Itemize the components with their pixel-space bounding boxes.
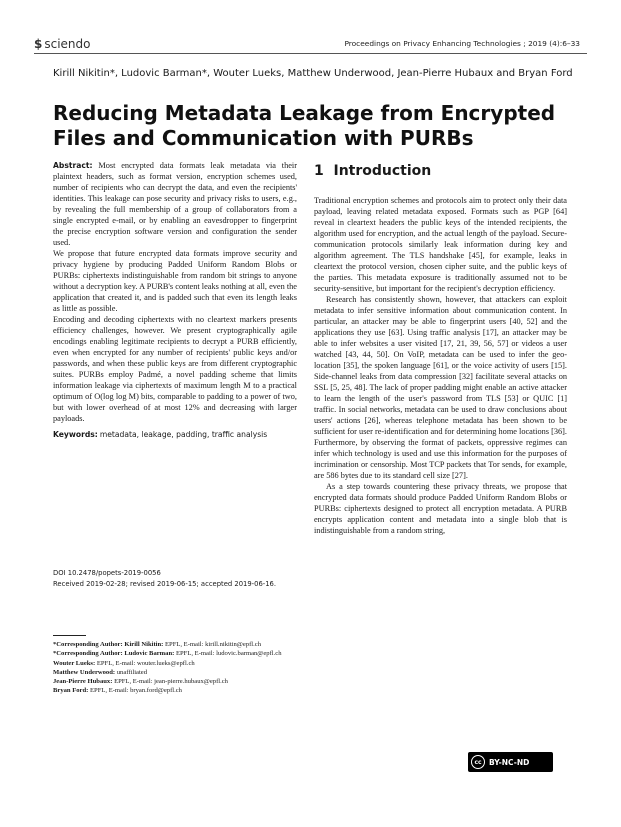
footnote-entry: Matthew Underwood: unaffiliated <box>53 668 148 676</box>
abstract-label: Abstract: <box>53 161 93 170</box>
footnote-entry: *Corresponding Author: Kirill Nikitin: EPFL, E-mail: kirill.nikitin@epfl.ch <box>53 641 261 648</box>
keywords-value: metadata, leakage, padding, traffic analysis <box>99 430 268 439</box>
license-badge[interactable] <box>468 752 553 772</box>
abstract-paragraph: We propose that future encrypted data formats improve security and privacy hygiene by producing Padded Uniform Random Blobs or PURBs: ciphertexts indistinguishable from random bit strings to anyone without a decryption key. A PURB's content leaks nothing at all, even the application that created it, and is padded such that even its length leaks as little as possible. <box>53 249 297 313</box>
venue-header: Proceedings on Privacy Enhancing Technologies ; 2019 (4):6–33 <box>344 39 580 48</box>
introduction-body <box>314 195 567 536</box>
footnote-entry: *Corresponding Author: Ludovic Barman: EPFL, E-mail: ludovic.barman@epfl.ch <box>53 650 282 658</box>
body-paragraph: Traditional encryption schemes and protocols aim to protect only their data payload, leaving related metadata exposed. Formats such as PGP [64] reveal in cleartext headers the public keys of the intended recipients, the algorithm used for encryption, and the actual length of the payload. Secure-communication protocols similarly leak information during key and algorithm agreement. The TLS handshake [45], for example, leaks in cleartext the protocol version, chosen cipher suite, and the public keys of the parties. This metadata exposure is traditionally assumed not to be security-sensitive, but important for the recipient's decryption efficiency. <box>314 196 567 293</box>
logo-mark-icon: $ <box>34 37 43 51</box>
author-footnotes <box>53 640 299 696</box>
keywords <box>53 429 297 440</box>
footnote-entry: Wouter Lueks: EPFL, E-mail: wouter.lueks@epfl.ch <box>53 659 195 667</box>
license-text: BY-NC-ND <box>489 757 530 767</box>
section-heading <box>314 163 431 179</box>
body-paragraph: As a step towards countering these privacy threats, we propose that encrypted data formats should produce Padded Uniform Random Blobs or PURBs: ciphertexts designed to protect all encryption metadata. A PURB encrypts application content and metadata into a single blob that is indistinguishable from a random string, <box>314 482 567 535</box>
section-number: 1 <box>314 163 324 179</box>
doi: DOI 10.2478/popets-2019-0056 <box>53 569 161 577</box>
footnote-divider <box>53 635 86 636</box>
body-paragraph: Research has consistently shown, however, that attackers can exploit metadata to infer sensitive information about communication content. In particular, an attacker may be able to fingerprint users [40, 52] and the applications they use [63]. Using traffic analysis [17], an attacker may be able to infer websites a user visited [17, 21, 39, 56, 57] or videos a user watched [43, 44, 50]. On VoIP, metadata can be used to infer the geo-location [35], the spoken language [61], or the voice activity of users [15]. Side-channel leaks from data compression [32] facilitate several attacks on SSL [5, 25, 48]. The lack of proper padding might enable an active attacker to learn the length of the user's password from TLS [53] or QUIC [1] traffic. In social networks, metadata can be used to draw conclusions about users' actions [26], whereas telephone metadata has been shown to be sufficient for user re-identification and for determining home locations [36]. Furthermore, by observing the format of packets, oppressive regimes can infer which technology is used and use this information for the purposes of incrimination or censorship. Most TCP packets that Tor sends, for example, are 586 bytes due to its standard cell size [27]. <box>314 295 567 480</box>
received-dates: Received 2019-02-28; revised 2019-06-15; accepted 2019-06-16. <box>53 580 277 588</box>
logo-text: sciendo <box>44 37 91 51</box>
abstract-paragraph: Abstract: Most encrypted data formats leak metadata via their plaintext headers, such as format version, encryption schemes used, number of recipients who can decrypt the data, and even the recipients' identities. This leakage can pose security and privacy risks to users, e.g., by revealing the full membership of a group of collaborators from a single encrypted e-mail, or by enabling an eavesdropper to fingerprint the precise encryption software version and configuration the sender used. <box>53 161 297 247</box>
footnote-entry: Bryan Ford: EPFL, E-mail: bryan.ford@epfl.ch <box>53 687 182 695</box>
paper-title: Reducing Metadata Leakage from Encrypted Files and Communication with PURBs <box>53 101 556 150</box>
publication-info <box>53 568 276 590</box>
footnote-entry: Jean-Pierre Hubaux: EPFL, E-mail: jean-pierre.hubaux@epfl.ch <box>53 678 228 686</box>
keywords-label: Keywords: <box>53 430 98 439</box>
abstract-paragraph: Encoding and decoding ciphertexts with no cleartext markers presents efficiency challenges, however. We present cryptographically agile encodings enabling legitimate recipients to decrypt a PURB efficiently, even when encrypted for any number of recipients' public keys and/or passwords, and when these public keys are from different cryptographic suites. PURBs employ Padmé, a novel padding scheme that limits information leakage via ciphertexts of maximum length M to a practical optimum of O(log log M) bits, comparable to padding to a power of two, but with lower overhead of at most 12% and decreasing with larger payloads. <box>53 315 297 423</box>
header-divider <box>34 53 587 54</box>
creative-commons-icon: cc <box>471 755 485 769</box>
section-title: Introduction <box>333 163 432 179</box>
author-list: Kirill Nikitin*, Ludovic Barman*, Wouter Lueks, Matthew Underwood, Jean-Pierre Hubaux and Bryan Ford <box>53 68 573 79</box>
publisher-logo <box>34 37 91 51</box>
abstract <box>53 160 297 440</box>
